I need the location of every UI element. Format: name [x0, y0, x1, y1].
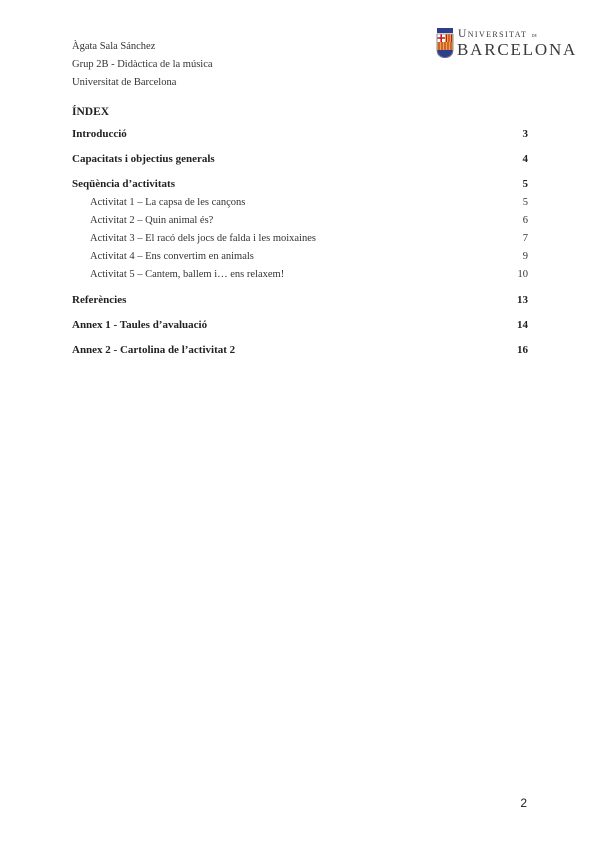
toc-entry-activitat-4[interactable] — [72, 251, 528, 267]
toc-entry-label: Annex 2 - Cartolina de l’activitat 2 — [72, 344, 236, 356]
toc-entry-label: Activitat 5 – Cantem, ballem i… ens relaxem! — [90, 269, 285, 280]
toc-entry-page: 14 — [517, 319, 528, 331]
toc-entry-label: Activitat 1 – La capsa de les cançons — [90, 197, 246, 208]
index-title: ÍNDEX — [72, 106, 110, 118]
toc-entry-annex-1[interactable] — [72, 319, 528, 335]
toc-entry-page: 9 — [522, 251, 528, 262]
toc-entry-referencies[interactable] — [72, 294, 528, 310]
toc-entry-label: Annex 1 - Taules d’avaluació — [72, 319, 208, 331]
toc-entry-page: 16 — [517, 344, 528, 356]
toc-entry-label: Referències — [72, 294, 127, 306]
toc-entry-capacitats[interactable] — [72, 153, 528, 169]
toc-entry-label: Capacitats i objectius generals — [72, 153, 215, 165]
toc-entry-activitat-3[interactable] — [72, 233, 528, 249]
university-logo — [436, 27, 578, 63]
toc-entry-page: 6 — [522, 215, 528, 226]
author-name: Àgata Sala Sánchez — [72, 41, 156, 52]
coat-of-arms-icon — [436, 28, 454, 58]
toc-entry-activitat-1[interactable] — [72, 197, 528, 213]
toc-entry-page: 13 — [517, 294, 528, 306]
toc-entry-activitat-5[interactable] — [72, 269, 528, 285]
toc-entry-label: Activitat 4 – Ens convertim en animals — [90, 251, 254, 262]
logo-text-barcelona: BARCELONA — [457, 40, 578, 59]
toc-entry-page: 7 — [522, 233, 528, 244]
document-header — [72, 38, 213, 92]
toc-entry-page: 3 — [522, 128, 528, 140]
university-name: Universitat de Barcelona — [72, 77, 177, 88]
toc-entry-label: Activitat 2 – Quin animal és? — [90, 215, 214, 226]
course-group: Grup 2B - Didàctica de la música — [72, 59, 213, 70]
toc-entry-page: 4 — [522, 153, 528, 165]
toc-entry-label: Activitat 3 – El racó dels jocs de falda i les moixaines — [90, 233, 316, 244]
toc-entry-sequencia[interactable] — [72, 178, 528, 194]
toc-entry-page: 10 — [517, 269, 528, 280]
page-number: 2 — [520, 796, 527, 810]
toc-entry-introduction[interactable] — [72, 128, 528, 144]
toc-entry-label: Introducció — [72, 128, 127, 140]
toc-entry-activitat-2[interactable] — [72, 215, 528, 231]
toc-entry-annex-2[interactable] — [72, 344, 528, 360]
toc-entry-page: 5 — [522, 197, 528, 208]
toc-entry-label: Seqüència d’activitats — [72, 178, 175, 190]
toc-entry-page: 5 — [522, 178, 528, 190]
logo-text-universitat: Universitat de — [458, 28, 537, 40]
